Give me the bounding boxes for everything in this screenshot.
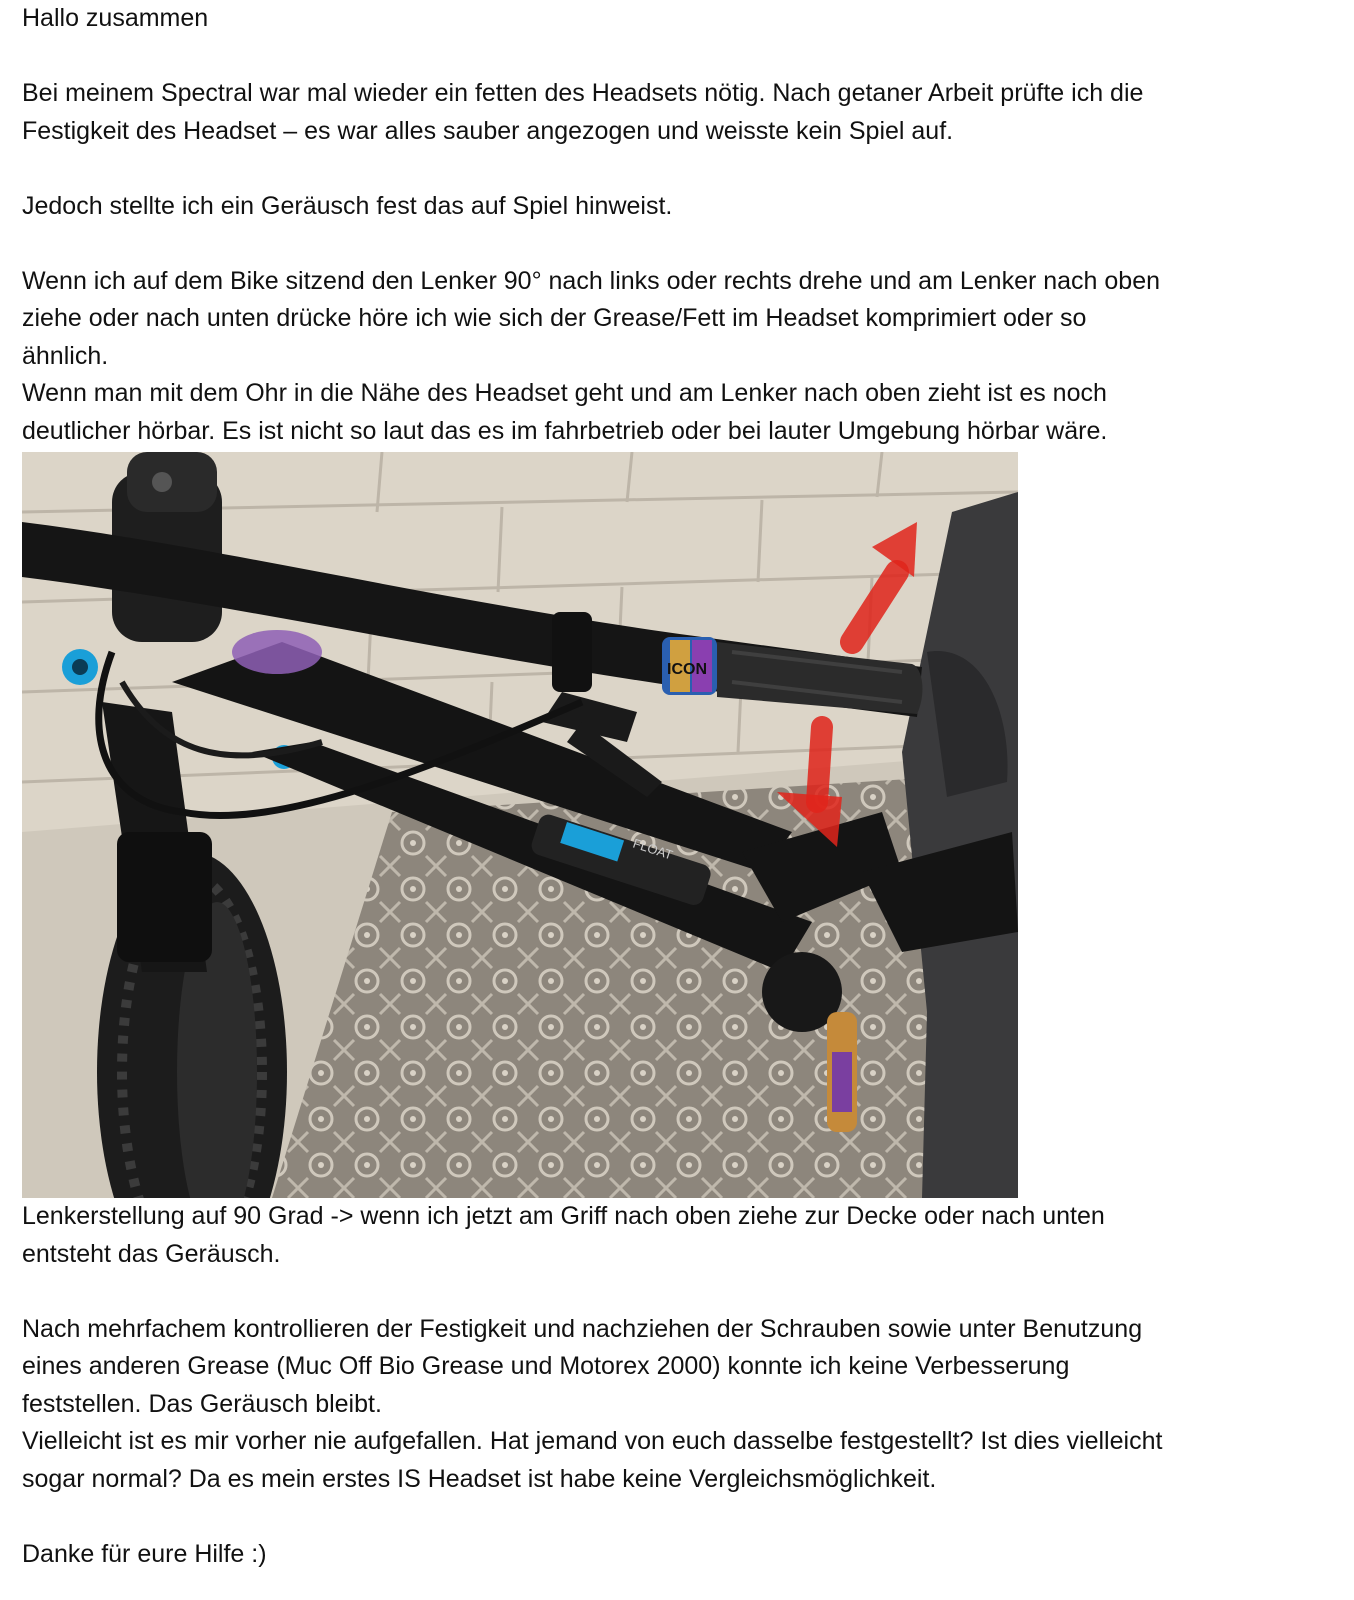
paragraph-line: Bei meinem Spectral war mal wieder ein fetten des Headsets nötig. Nach getaner Arbeit prüfte ich die xyxy=(22,79,1144,107)
paragraph-line: Nach mehrfachem kontrollieren der Festigkeit und nachziehen der Schrauben sowie unter Benutzung xyxy=(22,1314,1143,1343)
paragraph-line: feststellen. Das Geräusch bleibt. xyxy=(22,1389,382,1418)
document-body xyxy=(22,0,1332,1573)
paragraph-line: ähnlich. xyxy=(22,341,109,370)
shock-label: FLOAT xyxy=(631,835,675,863)
paragraph-line: ziehe oder nach unten drücke höre ich wie sich der Grease/Fett im Headset komprimiert oder so xyxy=(22,304,1087,332)
caption-line: entsteht das Geräusch. xyxy=(22,1239,281,1268)
spacer xyxy=(22,1498,1332,1536)
paragraph-line: Vielleicht ist es mir vorher nie aufgefallen. Hat jemand von euch dasselbe festgestellt? Ist dies vielleicht xyxy=(22,1427,1163,1455)
spacer xyxy=(22,150,1332,188)
closing-line: Danke für eure Hilfe :) xyxy=(22,1539,267,1568)
paragraph-line: sogar normal? Da es mein erstes IS Headset ist habe keine Vergleichsmöglichkeit. xyxy=(22,1464,937,1493)
paragraph-line: eines anderen Grease (Muc Off Bio Grease und Motorex 2000) konnte ich keine Verbesserung xyxy=(22,1352,1070,1380)
caption-line: Lenkerstellung auf 90 Grad -> wenn ich jetzt am Griff nach oben ziehe zur Decke oder nach unten xyxy=(22,1202,1105,1230)
spacer xyxy=(22,38,1332,76)
spacer xyxy=(22,225,1332,263)
paragraph-line: Jedoch stellte ich ein Geräusch fest das auf Spiel hinweist. xyxy=(22,191,673,220)
bike-photo xyxy=(22,452,1018,1198)
greeting: Hallo zusammen xyxy=(22,4,209,32)
paragraph-line: deutlicher hörbar. Es ist nicht so laut das es im fahrbetrieb oder bei lauter Umgebung hörbar wäre. xyxy=(22,416,1108,445)
paragraph-line: Wenn ich auf dem Bike sitzend den Lenker 90° nach links oder rechts drehe und am Lenker nach oben xyxy=(22,266,1161,295)
paragraph-line: Wenn man mit dem Ohr in die Nähe des Headset geht und am Lenker nach oben zieht ist es noch xyxy=(22,379,1107,407)
spacer xyxy=(22,1273,1332,1311)
grip-label: ICON xyxy=(667,661,707,678)
paragraph-line: Festigkeit des Headset – es war alles sauber angezogen und weisste kein Spiel auf. xyxy=(22,116,954,145)
